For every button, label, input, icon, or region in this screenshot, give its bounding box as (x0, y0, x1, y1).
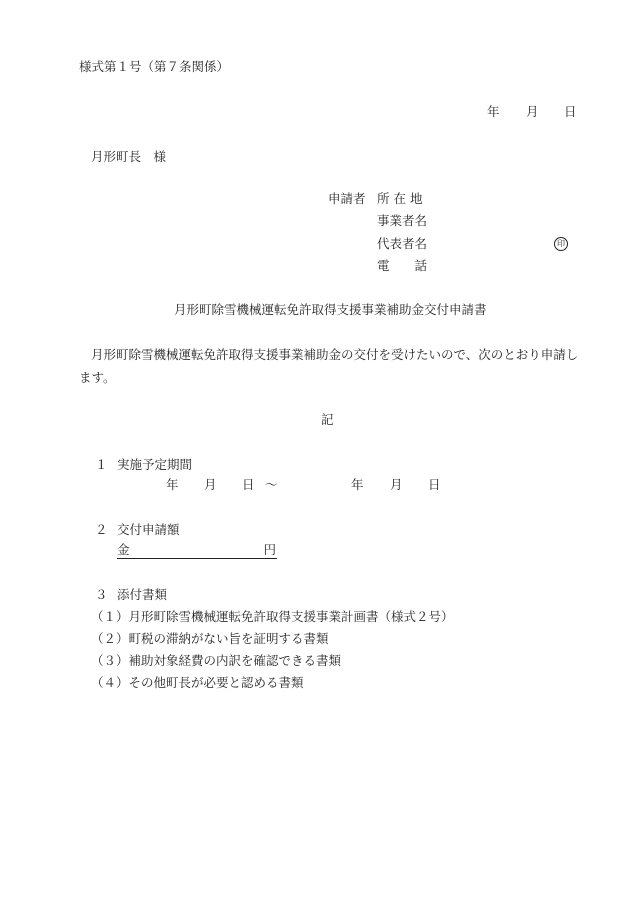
addressee: 月形町長 様 (91, 149, 167, 164)
form-number: 様式第１号（第７条関係） (79, 59, 230, 74)
amount-suffix: 円 (263, 542, 277, 557)
item-label: 実施予定期間 (117, 457, 193, 472)
date-year: 年 (487, 104, 500, 119)
document-title: 月形町除雪機械運転免許取得支援事業補助金交付申請書 (174, 302, 487, 317)
period-year-1: 年 (166, 477, 179, 492)
body-line-1: 月形町除雪機械運転免許取得支援事業補助金の交付を受けたいので、次のとおり申請し (91, 347, 579, 362)
item-number: ２ (95, 522, 108, 537)
ki-heading: 記 (321, 412, 334, 427)
applicant-label: 申請者 (328, 191, 366, 206)
item-label: 添付書類 (117, 587, 168, 602)
date-month: 月 (526, 104, 539, 119)
address-label: 所 在 地 (377, 191, 423, 206)
attachment-item: （２）町税の滞納がない旨を証明する書類 (91, 631, 329, 646)
representative-label: 代表者名 (377, 236, 428, 251)
period-tilde: ～ (265, 477, 278, 492)
attachment-item: （３）補助対象経費の内訳を確認できる書類 (91, 653, 342, 668)
period-month-1: 月 (204, 477, 217, 492)
period-day-1: 日 (242, 477, 255, 492)
phone-label: 電 話 (377, 258, 428, 273)
period-year-2: 年 (351, 477, 364, 492)
item-number: １ (95, 457, 108, 472)
business-name-label: 事業者名 (377, 213, 428, 228)
period-month-2: 月 (390, 477, 403, 492)
item-label: 交付申請額 (117, 522, 180, 537)
seal-mark: 印 (554, 237, 568, 251)
attachment-item: （４）その他町長が必要と認める書類 (91, 675, 304, 690)
period-day-2: 日 (428, 477, 441, 492)
date-day: 日 (564, 104, 577, 119)
amount-field (117, 544, 277, 559)
body-line-2: ます。 (79, 370, 116, 385)
attachment-item: （１）月形町除雪機械運転免許取得支援事業計画書（様式２号） (91, 609, 454, 624)
amount-prefix: 金 (117, 542, 130, 557)
item-number: ３ (95, 587, 108, 602)
